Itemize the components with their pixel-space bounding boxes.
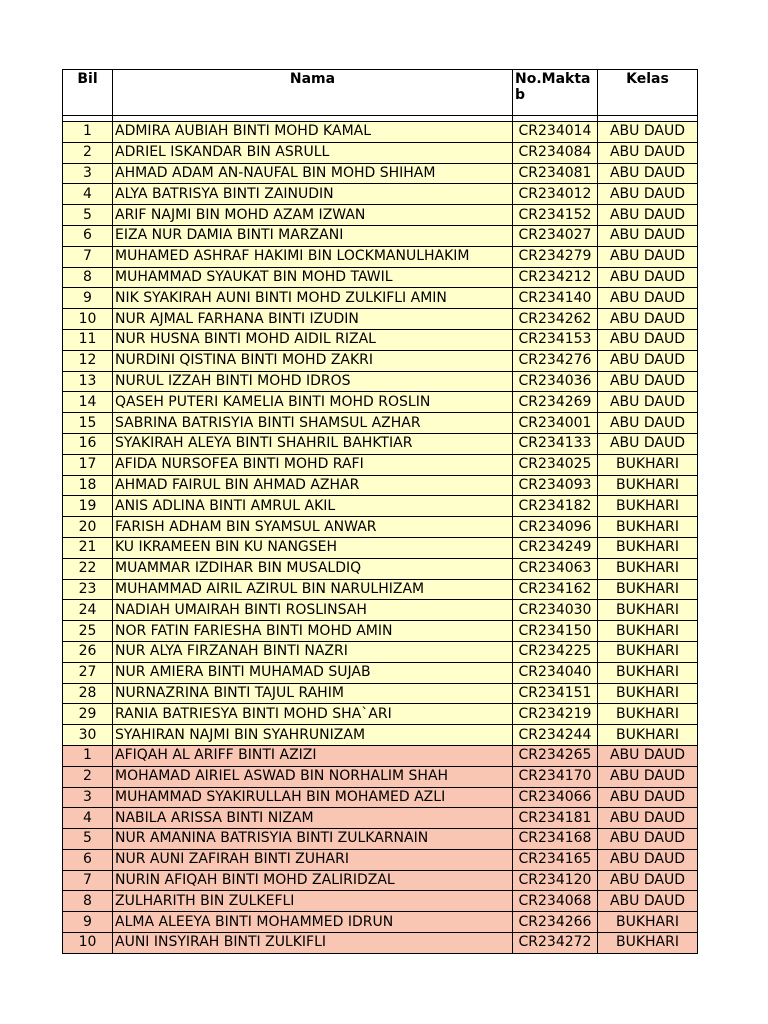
no-maktab-cell: CR234014 bbox=[513, 122, 598, 143]
table-row bbox=[63, 454, 698, 475]
kelas-cell: ABU DAUD bbox=[598, 246, 698, 267]
bil-cell: 24 bbox=[63, 600, 113, 621]
no-maktab-cell: CR234265 bbox=[513, 745, 598, 766]
table-row bbox=[63, 163, 698, 184]
nama-cell: ALYA BATRISYA BINTI ZAINUDIN bbox=[113, 184, 513, 205]
bil-cell: 2 bbox=[63, 766, 113, 787]
nama-cell: ADRIEL ISKANDAR BIN ASRULL bbox=[113, 142, 513, 163]
bil-cell: 15 bbox=[63, 413, 113, 434]
table-row bbox=[63, 808, 698, 829]
kelas-cell: ABU DAUD bbox=[598, 288, 698, 309]
no-maktab-cell: CR234081 bbox=[513, 163, 598, 184]
kelas-cell: ABU DAUD bbox=[598, 184, 698, 205]
nama-cell: NURDINI QISTINA BINTI MOHD ZAKRI bbox=[113, 350, 513, 371]
kelas-cell: ABU DAUD bbox=[598, 122, 698, 143]
bil-cell: 21 bbox=[63, 537, 113, 558]
table-row bbox=[63, 517, 698, 538]
nama-cell: AHMAD FAIRUL BIN AHMAD AZHAR bbox=[113, 475, 513, 496]
kelas-cell: BUKHARI bbox=[598, 600, 698, 621]
table-row bbox=[63, 371, 698, 392]
bil-cell: 10 bbox=[63, 309, 113, 330]
table-row bbox=[63, 621, 698, 642]
no-maktab-cell: CR234150 bbox=[513, 621, 598, 642]
no-maktab-cell: CR234025 bbox=[513, 454, 598, 475]
bil-cell: 6 bbox=[63, 225, 113, 246]
no-maktab-cell: CR234151 bbox=[513, 683, 598, 704]
bil-cell: 11 bbox=[63, 329, 113, 350]
no-maktab-cell: CR234276 bbox=[513, 350, 598, 371]
header-kelas: Kelas bbox=[598, 70, 698, 116]
table-row bbox=[63, 205, 698, 226]
table-row bbox=[63, 122, 698, 143]
kelas-cell: ABU DAUD bbox=[598, 267, 698, 288]
table-row bbox=[63, 475, 698, 496]
table-row bbox=[63, 392, 698, 413]
bil-cell: 9 bbox=[63, 912, 113, 933]
no-maktab-cell: CR234219 bbox=[513, 704, 598, 725]
kelas-cell: ABU DAUD bbox=[598, 829, 698, 850]
kelas-cell: ABU DAUD bbox=[598, 309, 698, 330]
no-maktab-cell: CR234262 bbox=[513, 309, 598, 330]
kelas-cell: BUKHARI bbox=[598, 579, 698, 600]
kelas-cell: BUKHARI bbox=[598, 537, 698, 558]
kelas-cell: ABU DAUD bbox=[598, 225, 698, 246]
kelas-cell: ABU DAUD bbox=[598, 371, 698, 392]
nama-cell: NUR ALYA FIRZANAH BINTI NAZRI bbox=[113, 641, 513, 662]
bil-cell: 19 bbox=[63, 496, 113, 517]
no-maktab-cell: CR234249 bbox=[513, 537, 598, 558]
no-maktab-cell: CR234170 bbox=[513, 766, 598, 787]
kelas-cell: BUKHARI bbox=[598, 933, 698, 954]
bil-cell: 26 bbox=[63, 641, 113, 662]
bil-cell: 9 bbox=[63, 288, 113, 309]
kelas-cell: BUKHARI bbox=[598, 558, 698, 579]
bil-cell: 1 bbox=[63, 745, 113, 766]
nama-cell: KU IKRAMEEN BIN KU NANGSEH bbox=[113, 537, 513, 558]
nama-cell: NURUL IZZAH BINTI MOHD IDROS bbox=[113, 371, 513, 392]
table-row bbox=[63, 912, 698, 933]
table-row bbox=[63, 309, 698, 330]
no-maktab-cell: CR234212 bbox=[513, 267, 598, 288]
nama-cell: QASEH PUTERI KAMELIA BINTI MOHD ROSLIN bbox=[113, 392, 513, 413]
no-maktab-cell: CR234084 bbox=[513, 142, 598, 163]
student-table bbox=[62, 69, 698, 954]
bil-cell: 18 bbox=[63, 475, 113, 496]
no-maktab-cell: CR234120 bbox=[513, 870, 598, 891]
bil-cell: 8 bbox=[63, 267, 113, 288]
bil-cell: 3 bbox=[63, 787, 113, 808]
nama-cell: EIZA NUR DAMIA BINTI MARZANI bbox=[113, 225, 513, 246]
kelas-cell: ABU DAUD bbox=[598, 350, 698, 371]
bil-cell: 23 bbox=[63, 579, 113, 600]
nama-cell: ANIS ADLINA BINTI AMRUL AKIL bbox=[113, 496, 513, 517]
bil-cell: 2 bbox=[63, 142, 113, 163]
kelas-cell: ABU DAUD bbox=[598, 413, 698, 434]
kelas-cell: ABU DAUD bbox=[598, 891, 698, 912]
nama-cell: SYAHIRAN NAJMI BIN SYAHRUNIZAM bbox=[113, 725, 513, 746]
kelas-cell: BUKHARI bbox=[598, 912, 698, 933]
table-row bbox=[63, 787, 698, 808]
nama-cell: MUHAMMAD SYAKIRULLAH BIN MOHAMED AZLI bbox=[113, 787, 513, 808]
table-row bbox=[63, 704, 698, 725]
nama-cell: MUHAMMAD AIRIL AZIRUL BIN NARULHIZAM bbox=[113, 579, 513, 600]
table-row bbox=[63, 829, 698, 850]
header-bil: Bil bbox=[63, 70, 113, 116]
nama-cell: NABILA ARISSA BINTI NIZAM bbox=[113, 808, 513, 829]
table-row bbox=[63, 641, 698, 662]
bil-cell: 27 bbox=[63, 662, 113, 683]
student-list-sheet bbox=[62, 69, 698, 954]
bil-cell: 29 bbox=[63, 704, 113, 725]
table-row bbox=[63, 849, 698, 870]
nama-cell: AFIDA NURSOFEA BINTI MOHD RAFI bbox=[113, 454, 513, 475]
no-maktab-cell: CR234244 bbox=[513, 725, 598, 746]
table-row bbox=[63, 933, 698, 954]
table-row bbox=[63, 891, 698, 912]
nama-cell: NURIN AFIQAH BINTI MOHD ZALIRIDZAL bbox=[113, 870, 513, 891]
table-row bbox=[63, 745, 698, 766]
bil-cell: 22 bbox=[63, 558, 113, 579]
kelas-cell: BUKHARI bbox=[598, 517, 698, 538]
no-maktab-cell: CR234181 bbox=[513, 808, 598, 829]
kelas-cell: ABU DAUD bbox=[598, 808, 698, 829]
bil-cell: 8 bbox=[63, 891, 113, 912]
kelas-cell: BUKHARI bbox=[598, 475, 698, 496]
no-maktab-cell: CR234272 bbox=[513, 933, 598, 954]
bil-cell: 28 bbox=[63, 683, 113, 704]
nama-cell: MUHAMMAD SYAUKAT BIN MOHD TAWIL bbox=[113, 267, 513, 288]
kelas-cell: BUKHARI bbox=[598, 683, 698, 704]
no-maktab-cell: CR234165 bbox=[513, 849, 598, 870]
kelas-cell: ABU DAUD bbox=[598, 392, 698, 413]
bil-cell: 6 bbox=[63, 849, 113, 870]
bil-cell: 14 bbox=[63, 392, 113, 413]
bil-cell: 12 bbox=[63, 350, 113, 371]
no-maktab-cell: CR234140 bbox=[513, 288, 598, 309]
bil-cell: 13 bbox=[63, 371, 113, 392]
no-maktab-cell: CR234153 bbox=[513, 329, 598, 350]
bil-cell: 4 bbox=[63, 808, 113, 829]
no-maktab-cell: CR234030 bbox=[513, 600, 598, 621]
nama-cell: MOHAMAD AIRIEL ASWAD BIN NORHALIM SHAH bbox=[113, 766, 513, 787]
bil-cell: 7 bbox=[63, 870, 113, 891]
kelas-cell: BUKHARI bbox=[598, 725, 698, 746]
no-maktab-cell: CR234036 bbox=[513, 371, 598, 392]
header-no-maktab: No.Maktab bbox=[513, 70, 598, 116]
nama-cell: NUR AMANINA BATRISYIA BINTI ZULKARNAIN bbox=[113, 829, 513, 850]
no-maktab-cell: CR234063 bbox=[513, 558, 598, 579]
no-maktab-cell: CR234152 bbox=[513, 205, 598, 226]
no-maktab-cell: CR234012 bbox=[513, 184, 598, 205]
nama-cell: NURNAZRINA BINTI TAJUL RAHIM bbox=[113, 683, 513, 704]
header-nama: Nama bbox=[113, 70, 513, 116]
table-row bbox=[63, 558, 698, 579]
nama-cell: NIK SYAKIRAH AUNI BINTI MOHD ZULKIFLI AMIN bbox=[113, 288, 513, 309]
no-maktab-cell: CR234266 bbox=[513, 912, 598, 933]
table-row bbox=[63, 496, 698, 517]
student-rows bbox=[63, 116, 698, 954]
table-row bbox=[63, 725, 698, 746]
no-maktab-cell: CR234182 bbox=[513, 496, 598, 517]
table-row bbox=[63, 683, 698, 704]
kelas-cell: ABU DAUD bbox=[598, 849, 698, 870]
table-row bbox=[63, 413, 698, 434]
table-row bbox=[63, 433, 698, 454]
bil-cell: 3 bbox=[63, 163, 113, 184]
kelas-cell: ABU DAUD bbox=[598, 163, 698, 184]
no-maktab-cell: CR234162 bbox=[513, 579, 598, 600]
kelas-cell: BUKHARI bbox=[598, 454, 698, 475]
no-maktab-cell: CR234279 bbox=[513, 246, 598, 267]
nama-cell: NOR FATIN FARIESHA BINTI MOHD AMIN bbox=[113, 621, 513, 642]
table-row bbox=[63, 329, 698, 350]
kelas-cell: BUKHARI bbox=[598, 704, 698, 725]
nama-cell: RANIA BATRIESYA BINTI MOHD SHA`ARI bbox=[113, 704, 513, 725]
kelas-cell: ABU DAUD bbox=[598, 870, 698, 891]
nama-cell: SYAKIRAH ALEYA BINTI SHAHRIL BAHKTIAR bbox=[113, 433, 513, 454]
kelas-cell: ABU DAUD bbox=[598, 142, 698, 163]
bil-cell: 7 bbox=[63, 246, 113, 267]
nama-cell: NUR HUSNA BINTI MOHD AIDIL RIZAL bbox=[113, 329, 513, 350]
nama-cell: ADMIRA AUBIAH BINTI MOHD KAMAL bbox=[113, 122, 513, 143]
table-row bbox=[63, 579, 698, 600]
nama-cell: FARISH ADHAM BIN SYAMSUL ANWAR bbox=[113, 517, 513, 538]
table-row bbox=[63, 350, 698, 371]
bil-cell: 4 bbox=[63, 184, 113, 205]
no-maktab-cell: CR234066 bbox=[513, 787, 598, 808]
kelas-cell: BUKHARI bbox=[598, 662, 698, 683]
table-row bbox=[63, 600, 698, 621]
kelas-cell: ABU DAUD bbox=[598, 766, 698, 787]
bil-cell: 30 bbox=[63, 725, 113, 746]
kelas-cell: BUKHARI bbox=[598, 496, 698, 517]
no-maktab-cell: CR234096 bbox=[513, 517, 598, 538]
no-maktab-cell: CR234168 bbox=[513, 829, 598, 850]
no-maktab-cell: CR234133 bbox=[513, 433, 598, 454]
bil-cell: 17 bbox=[63, 454, 113, 475]
no-maktab-cell: CR234040 bbox=[513, 662, 598, 683]
nama-cell: NUR AMIERA BINTI MUHAMAD SUJAB bbox=[113, 662, 513, 683]
kelas-cell: BUKHARI bbox=[598, 641, 698, 662]
kelas-cell: ABU DAUD bbox=[598, 787, 698, 808]
kelas-cell: ABU DAUD bbox=[598, 745, 698, 766]
table-row bbox=[63, 766, 698, 787]
nama-cell: ALMA ALEEYA BINTI MOHAMMED IDRUN bbox=[113, 912, 513, 933]
no-maktab-cell: CR234093 bbox=[513, 475, 598, 496]
no-maktab-cell: CR234269 bbox=[513, 392, 598, 413]
nama-cell: NADIAH UMAIRAH BINTI ROSLINSAH bbox=[113, 600, 513, 621]
kelas-cell: ABU DAUD bbox=[598, 329, 698, 350]
kelas-cell: ABU DAUD bbox=[598, 433, 698, 454]
table-row bbox=[63, 870, 698, 891]
nama-cell: AHMAD ADAM AN-NAUFAL BIN MOHD SHIHAM bbox=[113, 163, 513, 184]
nama-cell: NUR AUNI ZAFIRAH BINTI ZUHARI bbox=[113, 849, 513, 870]
bil-cell: 20 bbox=[63, 517, 113, 538]
bil-cell: 1 bbox=[63, 122, 113, 143]
table-row bbox=[63, 537, 698, 558]
kelas-cell: ABU DAUD bbox=[598, 205, 698, 226]
bil-cell: 10 bbox=[63, 933, 113, 954]
table-row bbox=[63, 662, 698, 683]
table-row bbox=[63, 225, 698, 246]
bil-cell: 5 bbox=[63, 205, 113, 226]
table-row bbox=[63, 142, 698, 163]
table-row bbox=[63, 288, 698, 309]
bil-cell: 25 bbox=[63, 621, 113, 642]
no-maktab-cell: CR234027 bbox=[513, 225, 598, 246]
nama-cell: NUR AJMAL FARHANA BINTI IZUDIN bbox=[113, 309, 513, 330]
no-maktab-cell: CR234001 bbox=[513, 413, 598, 434]
nama-cell: ZULHARITH BIN ZULKEFLI bbox=[113, 891, 513, 912]
nama-cell: MUHAMED ASHRAF HAKIMI BIN LOCKMANULHAKIM bbox=[113, 246, 513, 267]
nama-cell: ARIF NAJMI BIN MOHD AZAM IZWAN bbox=[113, 205, 513, 226]
bil-cell: 16 bbox=[63, 433, 113, 454]
nama-cell: SABRINA BATRISYIA BINTI SHAMSUL AZHAR bbox=[113, 413, 513, 434]
no-maktab-cell: CR234225 bbox=[513, 641, 598, 662]
bil-cell: 5 bbox=[63, 829, 113, 850]
no-maktab-cell: CR234068 bbox=[513, 891, 598, 912]
table-row bbox=[63, 246, 698, 267]
table-row bbox=[63, 184, 698, 205]
nama-cell: MUAMMAR IZDIHAR BIN MUSALDIQ bbox=[113, 558, 513, 579]
table-row bbox=[63, 267, 698, 288]
kelas-cell: BUKHARI bbox=[598, 621, 698, 642]
nama-cell: AFIQAH AL ARIFF BINTI AZIZI bbox=[113, 745, 513, 766]
header-row bbox=[63, 70, 698, 116]
nama-cell: AUNI INSYIRAH BINTI ZULKIFLI bbox=[113, 933, 513, 954]
